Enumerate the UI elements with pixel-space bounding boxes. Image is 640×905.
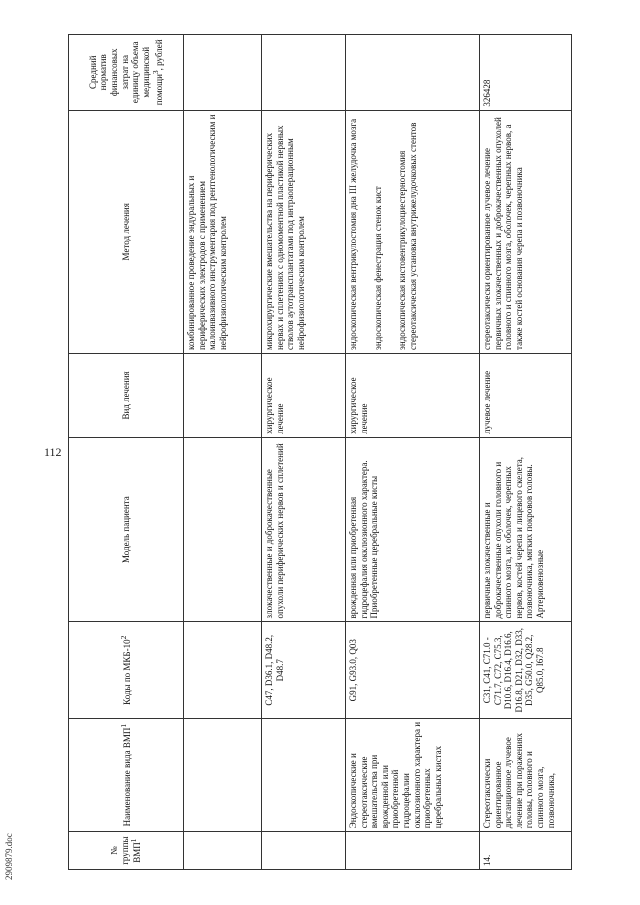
cell-group-no <box>346 832 480 870</box>
cell-codes <box>184 622 262 719</box>
method-item: эндоскопическая вентрикулостомия дна III желудочка мозга <box>348 118 358 350</box>
header-treatment-type: Вид лечения <box>69 353 184 437</box>
cell-method: стереотаксически ориентированное лучевое лечение первичных злокачественных и доброкачественных опухолей головного и спинного мозга, оболочек, черепных нервов, а также костей основания черепа и позвоночника <box>480 110 572 353</box>
cell-treatment-type: лучевое лечение <box>480 353 572 437</box>
header-name: Наименование вида ВМП$^1$ <box>69 718 184 831</box>
cell-method: микрохирургические вмешательства на периферических нервах и сплетениях с одномоментной пластикой нервных стволов аутотрансплантатами под интраоперационным нейрофизиологическим контролем <box>262 110 346 353</box>
cell-norm: 326428 <box>480 35 572 111</box>
header-norm: Средний норматив финансовых затрат на единицу объема медицинской помощи$^3$, рублей <box>69 35 184 111</box>
cell-model: первичные злокачественные и доброкачественные опухоли головного и спинного мозга, их оболочек, черепных нервов, костей черепа и лицевого скелета, позвоночника, мягких покровов головы. Артериовенозные <box>480 437 572 622</box>
table-row <box>262 35 346 870</box>
cell-treatment-type: хирургическое лечение <box>262 353 346 437</box>
rotated-table-wrapper <box>68 34 633 870</box>
cell-group-no: 14. <box>480 832 572 870</box>
document-footer: 2909879.doc <box>4 833 14 880</box>
cell-name: Стереотаксически ориентированное дистанционное лучевое лечение при поражениях головы, головного и спинного мозга, позвоночника, <box>480 718 572 831</box>
table-row <box>480 35 572 870</box>
page-number: 112 <box>44 445 62 459</box>
cell-model <box>184 437 262 622</box>
cell-treatment-type <box>184 353 262 437</box>
cell-method: комбинированное проведение эндуральных и периферических электродов с применением малоинвазивного инструментария под рентгенологическим и нейрофизиологическим контролем <box>184 110 262 353</box>
cell-codes: C31, C41, C71.0 - C71.7, C72, C75.3, D10.6, D16.4, D16.6, D16.8, D21, D32, D33, D35, G50.0, Q28.2, Q85.0, I67.8 <box>480 622 572 719</box>
cell-codes: G91, G93.0, Q03 <box>346 622 480 719</box>
vmp-table <box>68 34 572 870</box>
table-row <box>184 35 262 870</box>
header-group-no: № группы ВМП$^1$ <box>69 832 184 870</box>
cell-model: злокачественные и доброкачественные опухоли периферических нервов и сплетений <box>262 437 346 622</box>
method-item: стереотаксическая установка внутрижелудочковых стентов <box>407 122 418 350</box>
method-item: эндоскопическая кистовентрикулоциестерностомия <box>397 150 408 350</box>
cell-model: врожденная или приобретенная гидроцефалия окклюзионного характера. Приобретенные церебральные кисты <box>346 437 480 622</box>
header-codes: Коды по МКБ-$10^2$ <box>69 622 184 719</box>
table-header-row <box>69 35 184 870</box>
cell-name <box>262 718 346 831</box>
cell-method <box>346 110 480 353</box>
cell-norm <box>262 35 346 111</box>
cell-codes: C47, D36.1, D48.2, D48.7 <box>262 622 346 719</box>
table-row <box>346 35 480 870</box>
cell-group-no <box>184 832 262 870</box>
method-item: эндоскопическая фенестрация стенок кист <box>372 186 383 350</box>
cell-name <box>184 718 262 831</box>
cell-treatment-type: хирургическое лечение <box>346 353 480 437</box>
cell-norm <box>184 35 262 111</box>
cell-group-no <box>262 832 346 870</box>
header-model: Модель пациента <box>69 437 184 622</box>
header-method: Метод лечения <box>69 110 184 353</box>
cell-norm <box>346 35 480 111</box>
cell-name: Эндоскопические и стереотаксические вмешательства при врожденной или приобретенной гидроцефалии окклюзионного характера и приобретенных церебральных кистах <box>346 718 480 831</box>
